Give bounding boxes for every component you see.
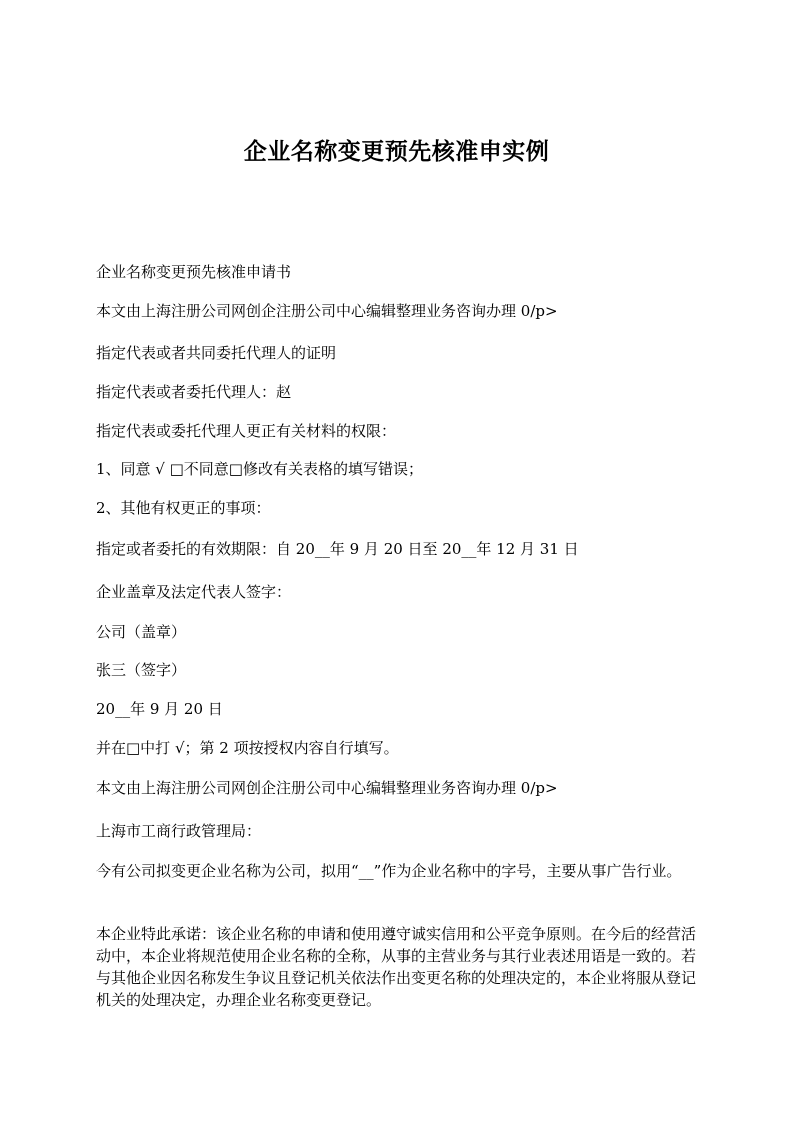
paragraph-source-note-2: 本文由上海注册公司网创企注册公司中心编辑整理业务咨询办理 0/p> [96,779,558,797]
paragraph-name-change: 今有公司拟变更企业名称为公司，拟用“__”作为企业名称中的字号，主要从事广告行业。 [96,862,682,880]
paragraph-proxy-name: 指定代表或者委托代理人：赵 [96,383,292,401]
paragraph-date: 20__年 9 月 20 日 [96,700,223,718]
paragraph-validity-period: 指定或者委托的有效期限：自 20__年 9 月 20 日至 20__年 12 月 31 日 [96,540,579,558]
paragraph-commitment: 本企业特此承诺：该企业名称的申请和使用遵守诚实信用和公平竞争原则。在今后的经营活动中，本企业将规范使用企业名称的全称，从事的主营业务与其行业表述用语是一致的。若与其他企业因名称发生争议且登记机关依法作出变更名称的处理决定的，本企业将服从登记机关的处理决定，办理企业名称变更登记。 [96,925,697,1009]
paragraph-signature: 张三（签字） [96,661,187,679]
paragraph-instruction: 并在□中打 √；第 2 项按授权内容自行填写。 [96,739,399,757]
paragraph-company-seal: 公司（盖章） [96,623,187,641]
document-title: 企业名称变更预先核准申实例 [243,139,550,165]
paragraph-item-2: 2、其他有权更正的事项： [96,499,271,517]
paragraph-proxy-certificate: 指定代表或者共同委托代理人的证明 [96,344,337,362]
paragraph-item-1: 1、同意 √ □不同意□修改有关表格的填写错误； [96,460,423,478]
paragraph-application-form: 企业名称变更预先核准申请书 [96,263,292,281]
paragraph-source-note: 本文由上海注册公司网创企注册公司中心编辑整理业务咨询办理 0/p> [96,302,558,320]
paragraph-seal-signature: 企业盖章及法定代表人签字： [96,583,292,601]
paragraph-correction-authority: 指定代表或委托代理人更正有关材料的权限： [96,422,397,440]
paragraph-addressee: 上海市工商行政管理局： [96,822,262,840]
